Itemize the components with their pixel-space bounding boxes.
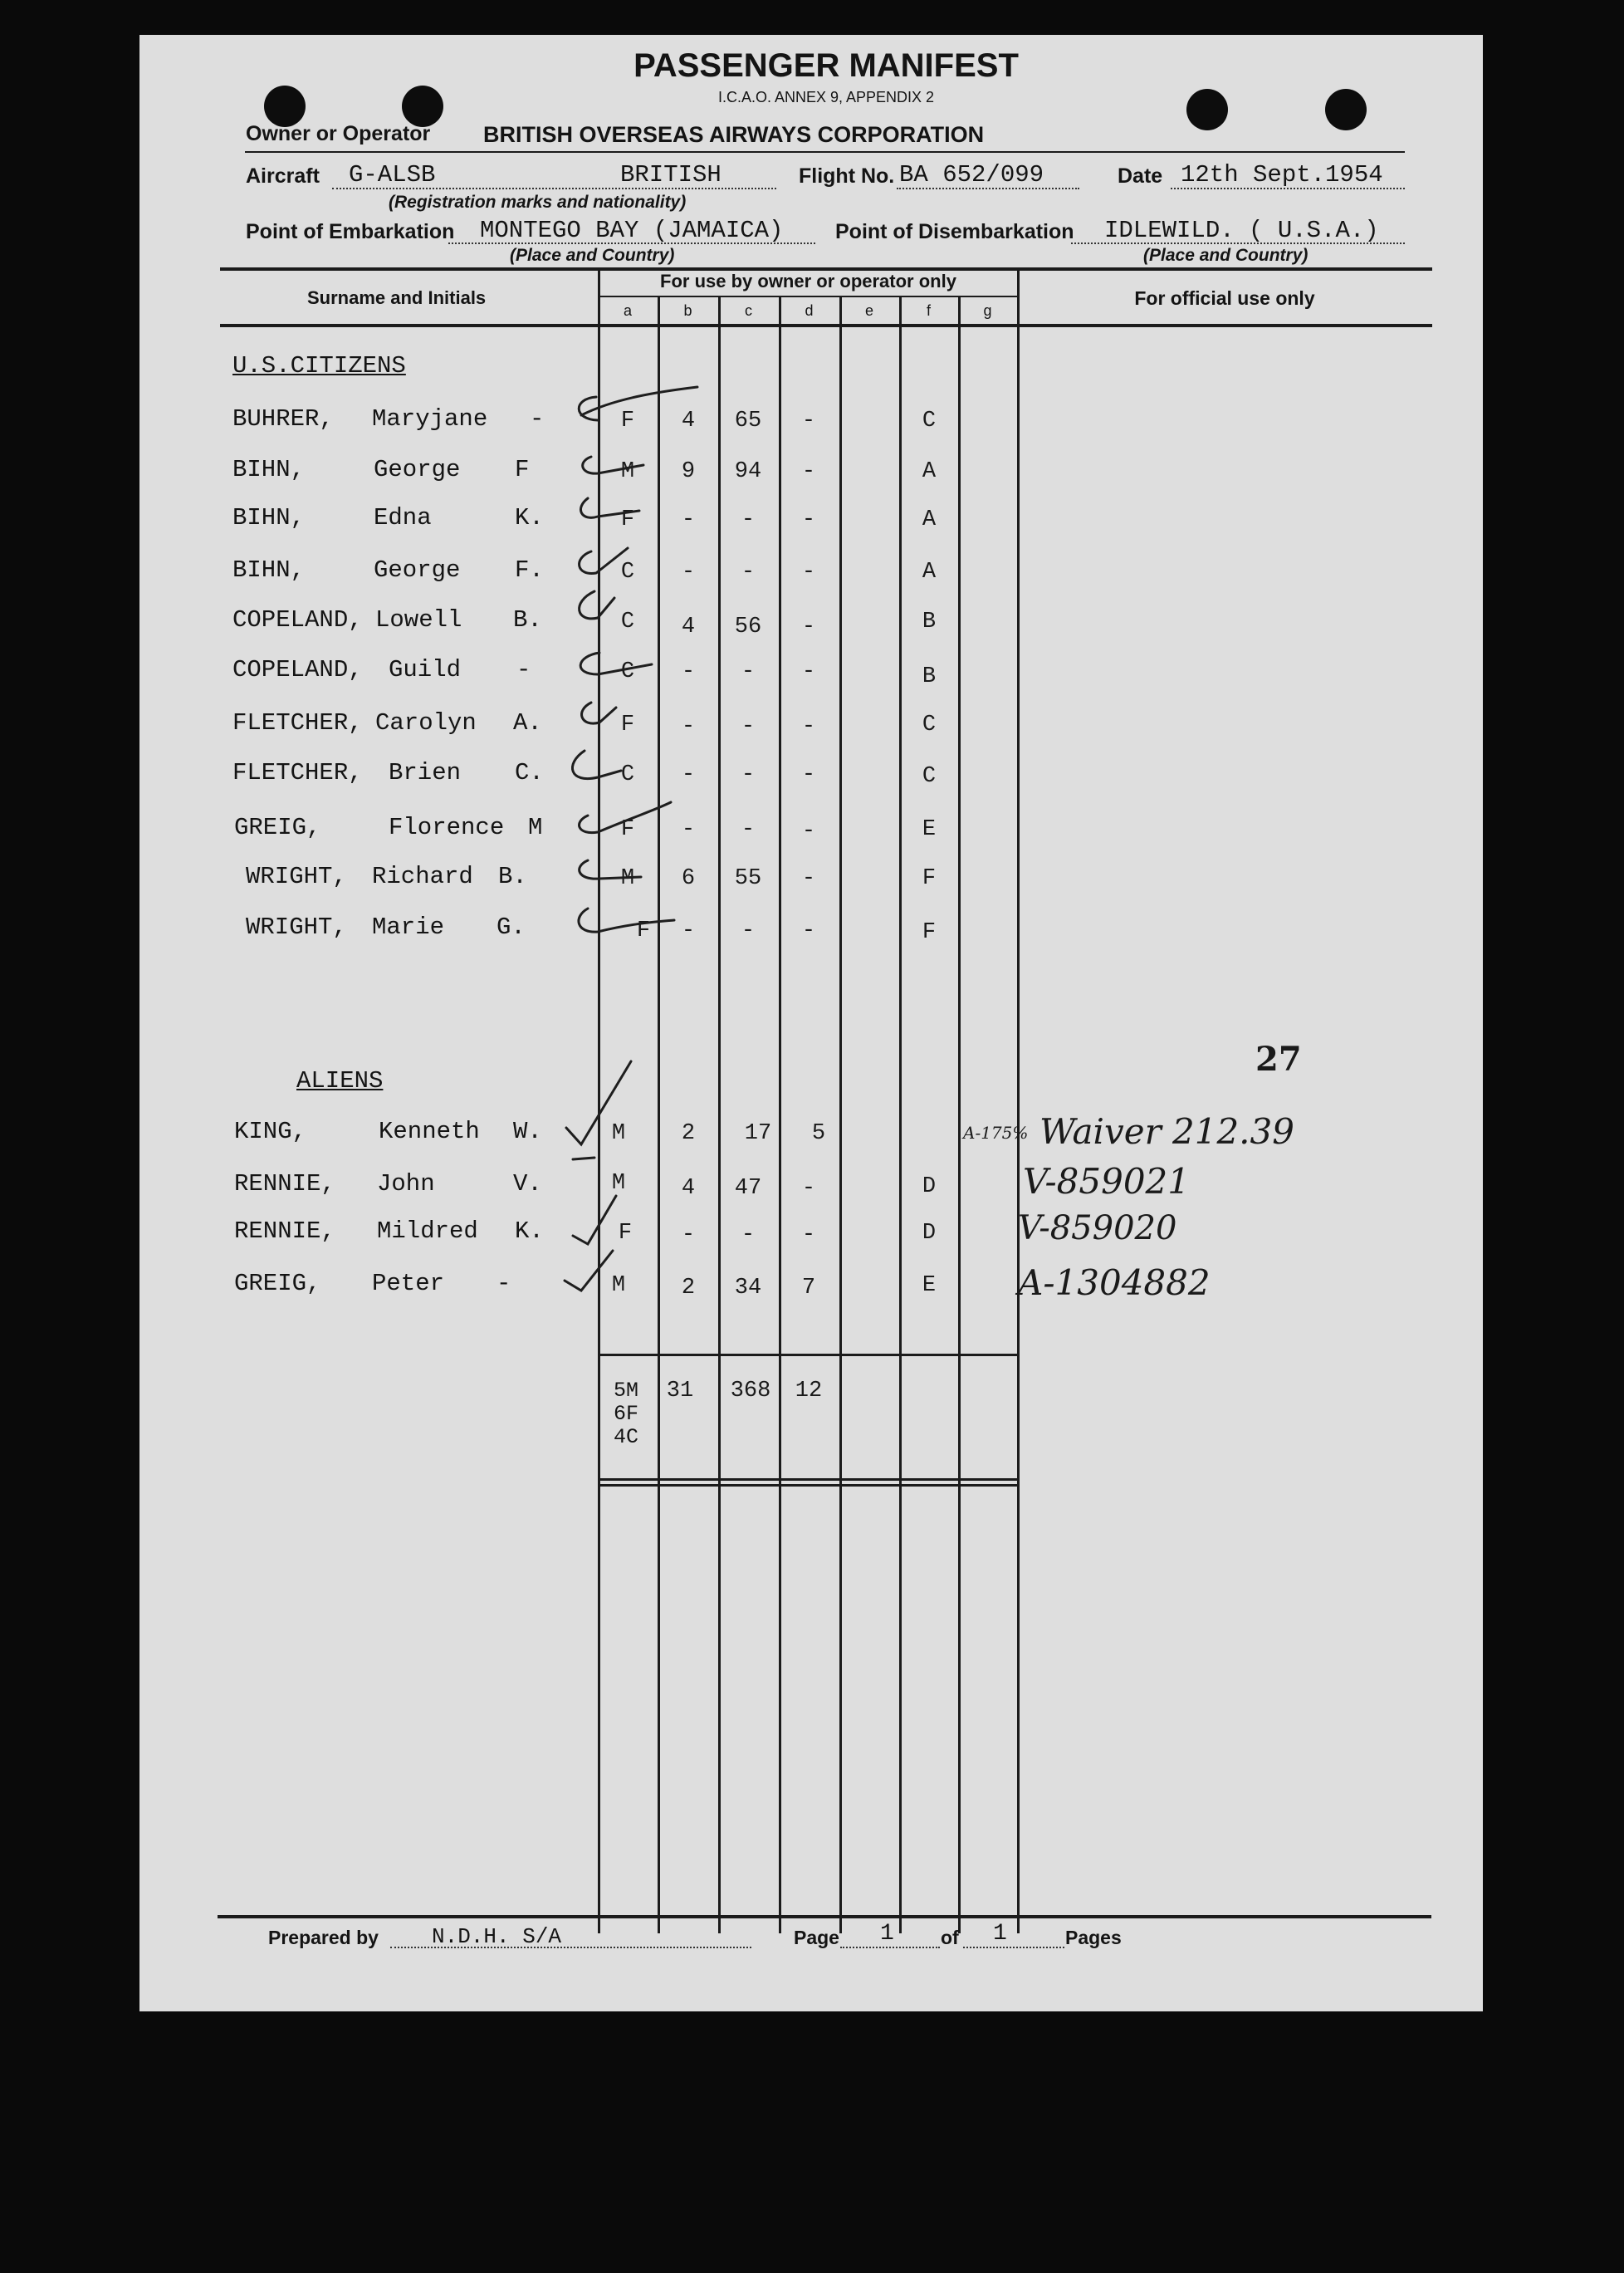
passenger-surname: WRIGHT,: [246, 914, 347, 941]
cell-a: M: [611, 1171, 626, 1196]
cell-a: F: [620, 507, 635, 532]
cell-a: F: [620, 713, 635, 737]
cell-d: -: [801, 459, 816, 484]
disembarkation-label: Point of Disembarkation: [835, 220, 1074, 243]
cell-f: A: [922, 560, 937, 585]
cell-f: C: [922, 409, 937, 434]
cell-c: -: [741, 507, 756, 532]
page-value: 1: [880, 1921, 894, 1947]
total-males: 5M: [614, 1379, 639, 1403]
cell-c: 17: [744, 1121, 772, 1146]
manifest-title: PASSENGER MANIFEST: [633, 47, 1019, 84]
cell-b: -: [681, 1222, 696, 1247]
passenger-initial: -: [516, 656, 531, 683]
cell-b: 4: [681, 409, 696, 434]
embarkation-caption: (Place and Country): [510, 246, 675, 265]
official-note-alien-reg: A-1304882: [1018, 1262, 1211, 1303]
cell-f: B: [922, 610, 937, 634]
aliens-heading: ALIENS: [296, 1067, 384, 1095]
passenger-surname: COPELAND,: [232, 606, 363, 634]
passenger-given-name: Peter: [372, 1270, 445, 1297]
cell-d: -: [801, 1222, 816, 1247]
cell-c: -: [741, 714, 756, 739]
passenger-initial: K.: [515, 504, 544, 532]
check-mark-icon: [572, 751, 621, 779]
passenger-initial: A.: [513, 709, 542, 737]
passenger-given-name: Maryjane: [372, 405, 488, 433]
embarkation-value: MONTEGO BAY (JAMAICA): [480, 217, 784, 244]
cell-d: -: [801, 507, 816, 532]
flight-label: Flight No.: [799, 164, 895, 188]
cell-f: D: [922, 1174, 937, 1199]
passenger-initial: C.: [515, 759, 544, 786]
cell-f: C: [922, 713, 937, 737]
check-mark-icon: [583, 457, 643, 473]
passenger-surname: BUHRER,: [232, 405, 334, 433]
passenger-initial: K.: [515, 1217, 544, 1245]
cell-c: -: [741, 560, 756, 585]
cell-c: 94: [734, 459, 762, 484]
check-mark-icon: [580, 591, 614, 619]
passenger-surname: BIHN,: [232, 556, 306, 584]
cell-d: -: [801, 819, 816, 844]
official-note-visa-2: V-859020: [1018, 1209, 1177, 1247]
cell-b: 2: [681, 1276, 696, 1301]
cell-c: 47: [734, 1176, 762, 1201]
check-mark-icon: [573, 1196, 616, 1244]
passenger-given-name: George: [374, 456, 461, 483]
passenger-given-name: Edna: [374, 504, 432, 532]
surname-header: Surname and Initials: [307, 287, 487, 308]
total-females: 6F: [614, 1402, 639, 1426]
passenger-given-name: George: [374, 556, 461, 584]
official-use-header: For official use only: [1134, 287, 1315, 309]
total-pages-value: 1: [993, 1921, 1007, 1947]
check-mark-icon: [582, 703, 616, 723]
total-d: 12: [795, 1379, 823, 1403]
cell-c: 34: [734, 1276, 762, 1301]
passenger-given-name: Mildred: [377, 1217, 478, 1245]
check-mark-icon: [580, 860, 641, 879]
cell-f: F: [922, 866, 937, 891]
column-letter-b: b: [683, 302, 692, 319]
passenger-given-name: Richard: [372, 863, 473, 890]
cell-b: 9: [681, 459, 696, 484]
cell-b: -: [681, 560, 696, 585]
cell-f: E: [922, 1273, 937, 1298]
check-mark-icon: [580, 548, 628, 573]
page-label: Page: [794, 1927, 839, 1948]
cell-c: -: [741, 1222, 756, 1247]
alien-a-note: A-175%: [963, 1123, 1029, 1143]
passenger-given-name: Carolyn: [375, 709, 477, 737]
embarkation-label: Point of Embarkation: [246, 220, 455, 243]
cell-f: F: [922, 920, 937, 945]
check-mark-icon: [580, 498, 639, 517]
cell-d: 5: [811, 1121, 826, 1146]
cell-d: -: [801, 866, 816, 891]
cell-b: 2: [681, 1121, 696, 1146]
manifest-subtitle: I.C.A.O. ANNEX 9, APPENDIX 2: [717, 89, 935, 105]
cell-d: 7: [801, 1276, 816, 1301]
owner-value: BRITISH OVERSEAS AIRWAYS CORPORATION: [483, 122, 985, 147]
cell-f: D: [922, 1221, 937, 1246]
cell-b: -: [681, 659, 696, 684]
passenger-given-name: Marie: [372, 914, 445, 941]
cell-b: -: [681, 714, 696, 739]
cell-d: -: [801, 1176, 816, 1201]
cell-f: E: [922, 817, 937, 842]
cell-f: C: [922, 764, 937, 789]
passenger-given-name: Florence: [389, 814, 505, 841]
passenger-surname: KING,: [234, 1118, 307, 1145]
check-mark-icon: [565, 1251, 613, 1291]
passenger-given-name: Guild: [389, 656, 462, 683]
passenger-given-name: Kenneth: [379, 1118, 480, 1145]
total-b: 31: [666, 1379, 694, 1403]
passenger-initial: G.: [496, 914, 526, 941]
cell-a: M: [620, 866, 635, 891]
date-label: Date: [1118, 164, 1163, 188]
cell-f: A: [922, 507, 937, 532]
of-label: of: [941, 1927, 959, 1948]
cell-a: F: [620, 817, 635, 842]
column-letter-a: a: [623, 302, 632, 319]
passenger-surname: FLETCHER,: [232, 759, 363, 786]
column-letter-e: e: [864, 302, 873, 319]
cell-d: -: [801, 714, 816, 739]
flight-number: BA 652/099: [899, 161, 1044, 189]
aircraft-registration: G-ALSB: [349, 161, 436, 189]
passenger-given-name: John: [377, 1170, 435, 1198]
passenger-initial: F.: [515, 556, 544, 584]
passenger-initial: B.: [498, 863, 527, 890]
cell-d: -: [801, 762, 816, 787]
cell-a: F: [620, 409, 635, 434]
cell-c: -: [741, 762, 756, 787]
date-value: 12th Sept.1954: [1181, 161, 1383, 189]
cell-a: M: [611, 1273, 626, 1298]
cell-b: -: [681, 919, 696, 943]
passenger-initial: -: [496, 1270, 511, 1297]
cell-a: C: [620, 560, 635, 585]
official-note-visa-1: V-859021: [1023, 1161, 1190, 1202]
passenger-surname: BIHN,: [232, 504, 306, 532]
check-mark-icon: [573, 1158, 594, 1159]
aircraft-label: Aircraft: [246, 164, 320, 188]
cell-a: C: [620, 659, 635, 684]
cell-a: C: [620, 610, 635, 634]
passenger-surname: GREIG,: [234, 814, 321, 841]
check-mark-icon: [579, 909, 674, 932]
cell-b: 4: [681, 1176, 696, 1201]
cell-c: 56: [734, 615, 762, 639]
cell-b: 4: [681, 615, 696, 639]
prepared-by-label: Prepared by: [268, 1927, 379, 1948]
cell-c: -: [741, 659, 756, 684]
cell-a: M: [611, 1121, 626, 1146]
cell-c: -: [741, 919, 756, 943]
disembarkation-caption: (Place and Country): [1143, 246, 1308, 265]
passenger-initial: -: [530, 405, 545, 433]
disembarkation-value: IDLEWILD. ( U.S.A.): [1104, 217, 1379, 244]
cell-b: 6: [681, 866, 696, 891]
check-mark-icon: [580, 802, 671, 833]
total-c: 368: [730, 1379, 771, 1403]
aircraft-nationality: BRITISH: [620, 161, 722, 189]
pages-label: Pages: [1065, 1927, 1122, 1948]
passenger-initial: M: [528, 814, 543, 841]
cell-c: 65: [734, 409, 762, 434]
passenger-initial: B.: [513, 606, 542, 634]
owner-label: Owner or Operator: [246, 122, 431, 145]
passenger-surname: GREIG,: [234, 1270, 321, 1297]
cell-a: M: [620, 459, 635, 484]
official-note-waiver: Waiver 212.39: [1039, 1111, 1294, 1152]
passenger-surname: WRIGHT,: [246, 863, 347, 890]
cell-d: -: [801, 659, 816, 684]
cell-b: -: [681, 762, 696, 787]
aircraft-caption: (Registration marks and nationality): [389, 193, 687, 212]
cell-b: -: [681, 817, 696, 842]
cell-d: -: [801, 615, 816, 639]
passenger-surname: BIHN,: [232, 456, 306, 483]
cell-f: A: [922, 459, 937, 484]
passenger-given-name: Lowell: [375, 606, 462, 634]
total-children: 4C: [614, 1425, 639, 1449]
us-citizens-heading: U.S.CITIZENS: [232, 352, 406, 380]
passenger-surname: COPELAND,: [232, 656, 363, 683]
check-mark-icon: [579, 387, 697, 420]
check-mark-icon: [566, 1061, 631, 1144]
passenger-initial: W.: [513, 1118, 542, 1145]
cell-a: C: [620, 762, 635, 787]
passenger-given-name: Brien: [389, 759, 462, 786]
passenger-surname: FLETCHER,: [232, 709, 363, 737]
column-letter-f: f: [926, 302, 931, 319]
passenger-initial: V.: [513, 1170, 542, 1198]
column-letter-d: d: [805, 302, 814, 319]
passenger-surname: RENNIE,: [234, 1170, 335, 1198]
cell-a: F: [618, 1221, 633, 1246]
passenger-initial: F: [515, 456, 530, 483]
cell-a: F: [636, 919, 651, 943]
cell-c: -: [741, 817, 756, 842]
cell-d: -: [801, 560, 816, 585]
prepared-by-value: N.D.H. S/A: [432, 1924, 562, 1949]
passenger-surname: RENNIE,: [234, 1217, 335, 1245]
column-letter-c: c: [745, 302, 752, 319]
cell-c: 55: [734, 866, 762, 891]
cell-d: -: [801, 409, 816, 434]
cell-b: -: [681, 507, 696, 532]
check-mark-icon: [580, 653, 652, 674]
column-letter-g: g: [983, 302, 992, 319]
cell-f: B: [922, 664, 937, 689]
page-number-note: 27: [1255, 1040, 1302, 1079]
cell-d: -: [801, 919, 816, 943]
owner-use-header: For use by owner or operator only: [660, 271, 956, 291]
